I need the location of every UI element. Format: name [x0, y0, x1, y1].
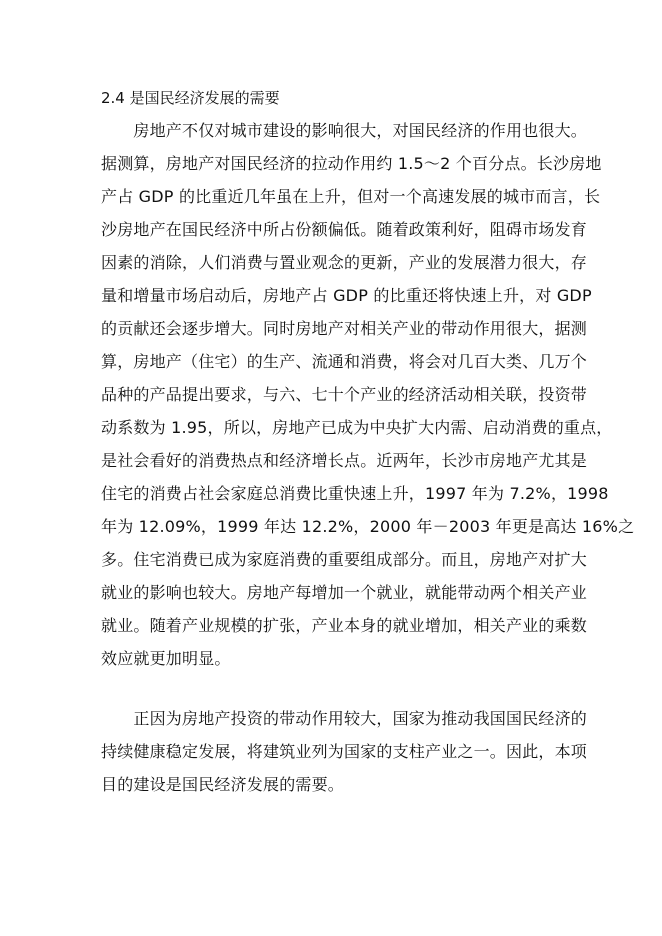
paragraph-line: 效应就更加明显。	[101, 649, 231, 668]
paragraph-line: 沙房地产在国民经济中所占份额偏低。随着政策利好，阻碍市场发育	[101, 220, 588, 239]
paragraph-line: 住宅的消费占社会家庭总消费比重快速上升，1997 年为 7.2%，1998	[101, 484, 609, 503]
paragraph-line: 目的建设是国民经济发展的需要。	[101, 775, 345, 794]
paragraph-line: 年为 12.09%，1999 年达 12.2%，2000 年－2003 年更是高达 16%之	[101, 517, 635, 536]
paragraph-line: 因素的消除，人们消费与置业观念的更新，产业的发展潜力很大，存	[101, 253, 588, 272]
paragraph-line: 房地产不仅对城市建设的影响很大，对国民经济的作用也很大。	[101, 121, 588, 140]
paragraph-line: 算，房地产（住宅）的生产、流通和消费，将会对几百大类、几万个	[101, 352, 588, 371]
paragraph-line: 就业。随着产业规模的扩张，产业本身的就业增加，相关产业的乘数	[101, 616, 588, 635]
paragraph-line: 据测算，房地产对国民经济的拉动作用约 1.5～2 个百分点。长沙房地	[101, 154, 602, 173]
paragraph-line: 品种的产品提出要求，与六、七十个产业的经济活动相关联，投资带	[101, 385, 588, 404]
paragraph-line: 的贡献还会逐步增大。同时房地产对相关产业的带动作用很大，据测	[101, 319, 588, 338]
paragraph-line: 就业的影响也较大。房地产每增加一个就业，就能带动两个相关产业	[101, 583, 588, 602]
paragraph-line: 多。住宅消费已成为家庭消费的重要组成部分。而且，房地产对扩大	[101, 550, 588, 569]
paragraph-line: 动系数为 1.95，所以，房地产已成为中央扩大内需、启动消费的重点，	[101, 418, 613, 437]
paragraph-line: 是社会看好的消费热点和经济增长点。近两年，长沙市房地产尤其是	[101, 451, 588, 470]
paragraph-line: 量和增量市场启动后，房地产占 GDP 的比重还将快速上升，对 GDP	[101, 286, 592, 305]
paragraph-line: 正因为房地产投资的带动作用较大，国家为推动我国国民经济的	[101, 709, 588, 728]
paragraph-line: 产占 GDP 的比重近几年虽在上升，但对一个高速发展的城市而言，长	[101, 187, 601, 206]
section-heading: 2.4 是国民经济发展的需要	[101, 89, 280, 107]
paragraph-line: 持续健康稳定发展，将建筑业列为国家的支柱产业之一。因此，本项	[101, 742, 588, 761]
